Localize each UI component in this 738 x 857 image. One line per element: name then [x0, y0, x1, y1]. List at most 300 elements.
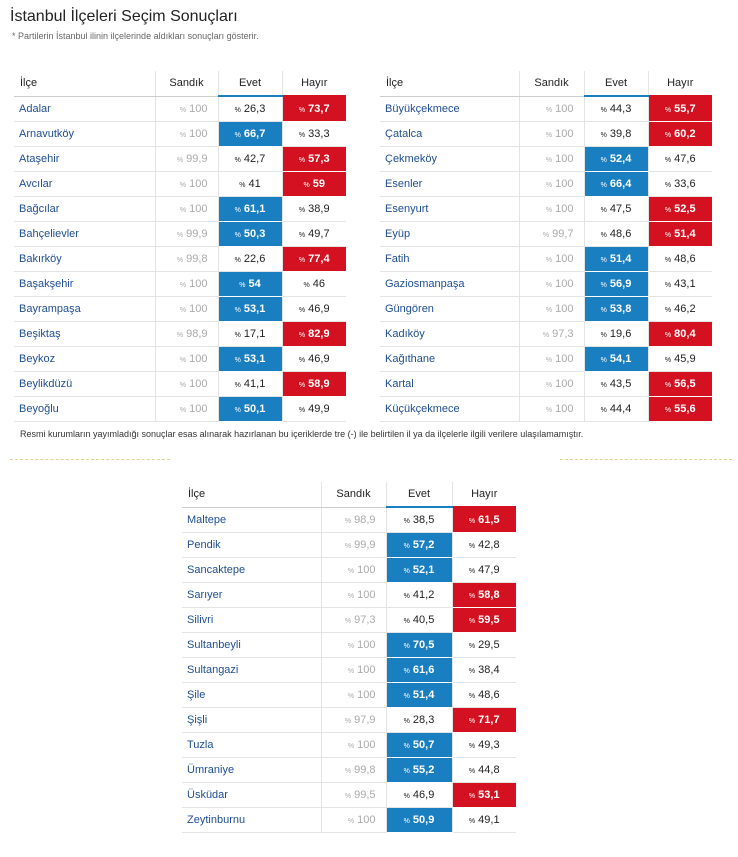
percent-sign: % [234, 232, 241, 239]
evet-cell [584, 122, 648, 147]
district-link[interactable] [182, 633, 321, 658]
percent-sign: % [234, 307, 241, 314]
header-sandik: Sandık [519, 71, 584, 96]
hayir-cell-value: 49,3 [478, 739, 500, 751]
hayir-cell [282, 272, 346, 297]
district-link[interactable] [182, 808, 321, 833]
sandik-cell-value: 100 [555, 253, 574, 265]
evet-cell-value: 17,1 [243, 328, 266, 340]
percent-sign: % [403, 618, 410, 625]
district-link[interactable] [182, 758, 321, 783]
district-link-value: Kartal [385, 378, 414, 390]
hayir-cell [282, 247, 346, 272]
evet-cell-value: 56,9 [609, 278, 632, 290]
evet-cell [386, 683, 452, 708]
percent-sign: % [403, 668, 410, 675]
district-link-value: Beyoğlu [19, 403, 59, 415]
hayir-cell [452, 758, 516, 783]
percent-sign: % [344, 768, 352, 775]
district-link-value: Pendik [187, 539, 221, 551]
district-link[interactable] [380, 372, 519, 397]
sandik-cell [519, 322, 584, 347]
percent-sign: % [179, 407, 187, 414]
hayir-cell-value: 38,9 [308, 203, 330, 215]
district-link-value: Eyüp [385, 228, 411, 240]
table-row [380, 197, 712, 222]
percent-sign: % [403, 768, 410, 775]
hayir-cell-value: 59,5 [478, 614, 500, 626]
sandik-cell [155, 222, 218, 247]
hayir-cell [648, 372, 712, 397]
sandik-cell [321, 507, 386, 533]
percent-sign: % [403, 593, 410, 600]
percent-sign: % [600, 207, 607, 214]
evet-cell [218, 222, 282, 247]
percent-sign: % [664, 357, 672, 364]
evet-cell [218, 122, 282, 147]
header-evet: Evet [584, 71, 648, 96]
district-link[interactable] [14, 122, 155, 147]
results-table-1 [14, 71, 346, 422]
percent-sign: % [347, 818, 355, 825]
sandik-cell [519, 222, 584, 247]
percent-sign: % [600, 182, 607, 189]
table-row [14, 397, 346, 422]
percent-sign: % [600, 107, 607, 114]
percent-sign: % [176, 257, 184, 264]
evet-cell [386, 507, 452, 533]
percent-sign: % [542, 332, 550, 339]
hayir-cell-value: 51,4 [674, 228, 696, 240]
district-link[interactable] [380, 172, 519, 197]
hayir-cell-value: 58,8 [478, 589, 500, 601]
sandik-cell-value: 100 [555, 178, 574, 190]
evet-cell-value: 50,7 [412, 739, 435, 751]
sandik-cell-value: 100 [189, 378, 208, 390]
table-row [380, 297, 712, 322]
percent-sign: % [403, 518, 410, 525]
district-link[interactable] [14, 222, 155, 247]
sandik-cell-value: 99,8 [354, 764, 376, 776]
district-link-value: Esenyurt [385, 203, 429, 215]
table-row [14, 96, 346, 122]
table-row [14, 247, 346, 272]
evet-cell [218, 297, 282, 322]
percent-sign: % [239, 282, 246, 289]
district-link[interactable] [380, 122, 519, 147]
sandik-cell-value: 100 [555, 102, 574, 115]
sandik-cell-value: 98,9 [186, 328, 208, 340]
evet-cell-value: 44,4 [609, 403, 632, 415]
percent-sign: % [298, 107, 306, 114]
evet-cell [386, 608, 452, 633]
district-link[interactable] [380, 197, 519, 222]
district-link[interactable] [14, 372, 155, 397]
results-table-2 [380, 71, 712, 422]
hayir-cell [452, 683, 516, 708]
sandik-cell-value: 100 [555, 153, 574, 165]
district-link-value: Zeytinburnu [187, 814, 246, 826]
percent-sign: % [179, 132, 187, 139]
evet-cell-value: 70,5 [412, 639, 435, 651]
hayir-cell-value: 48,6 [478, 689, 500, 701]
hayir-cell-value: 61,5 [478, 514, 500, 526]
sandik-cell [321, 683, 386, 708]
evet-cell [218, 147, 282, 172]
hayir-cell-value: 29,5 [478, 639, 500, 651]
district-link-value: Bayrampaşa [19, 303, 81, 315]
district-link-value: Sarıyer [187, 589, 223, 601]
district-link[interactable] [380, 147, 519, 172]
percent-sign: % [664, 107, 672, 114]
percent-sign: % [179, 307, 187, 314]
sandik-cell [321, 808, 386, 833]
evet-cell [386, 733, 452, 758]
percent-sign: % [234, 257, 241, 264]
sandik-cell [519, 397, 584, 422]
evet-cell-value: 40,5 [412, 614, 435, 626]
hayir-cell-value: 82,9 [308, 328, 330, 340]
percent-sign: % [344, 517, 352, 525]
district-link-value: Sancaktepe [187, 564, 246, 576]
hayir-cell [648, 247, 712, 272]
table-row [182, 683, 516, 708]
percent-sign: % [179, 207, 187, 214]
district-link[interactable] [14, 96, 155, 122]
percent-sign: % [403, 818, 410, 825]
percent-sign: % [600, 282, 607, 289]
header-ilce: İlçe [14, 71, 155, 96]
percent-sign: % [303, 182, 310, 189]
evet-cell-value: 28,3 [412, 714, 435, 726]
evet-cell-value: 51,4 [609, 253, 632, 265]
percent-sign: % [347, 693, 355, 700]
percent-sign: % [344, 543, 352, 550]
district-link[interactable] [380, 397, 519, 422]
evet-cell-value: 19,6 [609, 328, 632, 340]
sandik-cell [155, 272, 218, 297]
hayir-cell-value: 48,6 [674, 253, 696, 265]
hayir-cell-value: 45,9 [674, 353, 696, 365]
hayir-cell-value: 46,9 [308, 353, 330, 365]
sandik-cell [321, 583, 386, 608]
percent-sign: % [545, 357, 553, 364]
evet-cell-value: 66,4 [609, 178, 632, 190]
percent-sign: % [347, 593, 355, 600]
district-link-value: Tuzla [187, 739, 214, 751]
district-link-value: Silivri [187, 614, 214, 626]
hayir-cell [282, 172, 346, 197]
percent-sign: % [664, 407, 672, 414]
sandik-cell-value: 100 [189, 128, 208, 140]
hayir-cell-value: 73,7 [308, 103, 330, 115]
sandik-cell-value: 100 [189, 303, 208, 315]
hayir-cell-value: 59 [312, 178, 325, 190]
percent-sign: % [545, 407, 553, 414]
hayir-cell-value: 33,3 [308, 128, 330, 140]
evet-cell-value: 54 [248, 278, 261, 290]
district-link-value: Sultangazi [187, 664, 239, 676]
percent-sign: % [545, 157, 553, 164]
percent-sign: % [600, 307, 607, 314]
section-divider [560, 459, 732, 460]
evet-cell [218, 397, 282, 422]
sandik-cell-value: 99,8 [186, 253, 208, 265]
sandik-cell [519, 147, 584, 172]
evet-cell [584, 197, 648, 222]
table-row [182, 708, 516, 733]
evet-cell-value: 47,5 [609, 203, 632, 215]
district-link[interactable] [380, 247, 519, 272]
percent-sign: % [545, 106, 553, 114]
table-row [182, 608, 516, 633]
district-link[interactable] [380, 272, 519, 297]
percent-sign: % [403, 793, 410, 800]
hayir-cell [648, 322, 712, 347]
hayir-cell [452, 507, 516, 533]
percent-sign: % [347, 743, 355, 750]
evet-cell [584, 397, 648, 422]
percent-sign: % [347, 668, 355, 675]
sandik-cell-value: 100 [555, 353, 574, 365]
hayir-cell [452, 708, 516, 733]
percent-sign: % [468, 618, 476, 625]
hayir-cell-value: 43,1 [674, 278, 696, 290]
section-divider [10, 459, 170, 460]
district-link[interactable] [182, 507, 321, 533]
hayir-cell-value: 33,6 [674, 178, 696, 190]
district-link[interactable] [14, 297, 155, 322]
percent-sign: % [298, 257, 306, 264]
hayir-cell-value: 56,5 [674, 378, 696, 390]
evet-cell [218, 372, 282, 397]
sandik-cell-value: 100 [357, 639, 376, 651]
sandik-cell [321, 658, 386, 683]
sandik-cell [519, 172, 584, 197]
percent-sign: % [403, 718, 410, 725]
district-link[interactable] [182, 683, 321, 708]
district-link-value: Bahçelievler [19, 228, 79, 240]
evet-cell [386, 658, 452, 683]
sandik-cell [321, 758, 386, 783]
sandik-cell [155, 96, 218, 122]
percent-sign: % [600, 332, 607, 339]
district-link[interactable] [14, 347, 155, 372]
table-row [380, 222, 712, 247]
hayir-cell [452, 808, 516, 833]
table-row [182, 533, 516, 558]
evet-cell-value: 54,1 [609, 353, 632, 365]
sandik-cell [321, 533, 386, 558]
percent-sign: % [664, 332, 672, 339]
percent-sign: % [468, 718, 476, 725]
table-row [380, 96, 712, 122]
percent-sign: % [234, 407, 241, 414]
sandik-cell [155, 122, 218, 147]
percent-sign: % [664, 132, 672, 139]
page-title: İstanbul İlçeleri Seçim Sonuçları [10, 8, 238, 25]
sandik-cell-value: 100 [189, 178, 208, 190]
hayir-cell [452, 583, 516, 608]
percent-sign: % [600, 382, 607, 389]
percent-sign: % [234, 357, 241, 364]
evet-cell-value: 66,7 [243, 128, 266, 140]
evet-cell [386, 583, 452, 608]
district-link-value: Çekmeköy [385, 153, 437, 165]
sandik-cell [155, 197, 218, 222]
hayir-cell-value: 42,8 [478, 539, 500, 551]
hayir-cell [452, 608, 516, 633]
hayir-cell-value: 58,9 [308, 378, 330, 390]
district-link[interactable] [380, 297, 519, 322]
sandik-cell-value: 100 [357, 689, 376, 701]
table-row [14, 222, 346, 247]
evet-cell [584, 297, 648, 322]
percent-sign: % [664, 207, 672, 214]
table-row [14, 172, 346, 197]
table-row [14, 322, 346, 347]
district-link[interactable] [182, 658, 321, 683]
table-row [182, 733, 516, 758]
hayir-cell [282, 122, 346, 147]
header-hayir: Hayır [282, 71, 346, 96]
hayir-cell [282, 397, 346, 422]
percent-sign: % [664, 257, 672, 264]
percent-sign: % [468, 568, 476, 575]
district-link[interactable] [380, 96, 519, 122]
table-row [14, 297, 346, 322]
district-link[interactable] [380, 347, 519, 372]
table-row [182, 758, 516, 783]
hayir-cell [282, 147, 346, 172]
district-link-value: Gaziosmanpaşa [385, 278, 465, 290]
district-link-value: Çatalca [385, 128, 423, 140]
district-link-value: Adalar [19, 102, 51, 115]
district-link[interactable] [14, 397, 155, 422]
sandik-cell [321, 783, 386, 808]
district-link[interactable] [14, 247, 155, 272]
district-link[interactable] [14, 322, 155, 347]
percent-sign: % [298, 357, 306, 364]
evet-cell-value: 55,2 [412, 764, 435, 776]
percent-sign: % [179, 282, 187, 289]
percent-sign: % [234, 157, 241, 164]
evet-cell-value: 52,4 [609, 153, 632, 165]
table-row [14, 197, 346, 222]
hayir-cell [452, 733, 516, 758]
district-link[interactable] [182, 733, 321, 758]
percent-sign: % [234, 207, 241, 214]
district-link[interactable] [182, 608, 321, 633]
table-row [380, 397, 712, 422]
district-link-value: Beykoz [19, 353, 56, 365]
district-link[interactable] [380, 222, 519, 247]
sandik-cell-value: 100 [189, 102, 208, 115]
sandik-cell [155, 147, 218, 172]
district-link[interactable] [182, 533, 321, 558]
hayir-cell [452, 658, 516, 683]
evet-cell-value: 53,1 [243, 303, 266, 315]
sandik-cell-value: 100 [555, 278, 574, 290]
percent-sign: % [347, 568, 355, 575]
evet-cell [386, 708, 452, 733]
district-link[interactable] [380, 322, 519, 347]
district-link-value: Ümraniye [187, 764, 235, 776]
sandik-cell-value: 100 [555, 378, 574, 390]
table-row [14, 122, 346, 147]
sandik-cell [155, 372, 218, 397]
evet-cell-value: 50,1 [243, 403, 266, 415]
percent-sign: % [468, 543, 476, 550]
percent-sign: % [403, 693, 410, 700]
district-link-value: Bağcılar [19, 203, 60, 215]
district-link-value: Bakırköy [19, 253, 62, 265]
percent-sign: % [545, 182, 553, 189]
district-link[interactable] [14, 197, 155, 222]
district-link[interactable] [182, 558, 321, 583]
percent-sign: % [234, 107, 241, 114]
hayir-cell [648, 147, 712, 172]
hayir-cell [648, 122, 712, 147]
district-link[interactable] [182, 583, 321, 608]
sandik-cell [321, 608, 386, 633]
hayir-cell [648, 347, 712, 372]
district-link[interactable] [14, 272, 155, 297]
evet-cell [584, 372, 648, 397]
sandik-cell [155, 347, 218, 372]
district-link-value: Başakşehir [19, 278, 74, 290]
hayir-cell-value: 47,6 [674, 153, 696, 165]
evet-cell-value: 61,1 [243, 203, 266, 215]
percent-sign: % [664, 382, 672, 389]
evet-cell [386, 633, 452, 658]
percent-sign: % [303, 282, 310, 289]
hayir-cell [282, 297, 346, 322]
percent-sign: % [468, 693, 476, 700]
district-link[interactable] [182, 783, 321, 808]
evet-cell [218, 272, 282, 297]
percent-sign: % [468, 593, 476, 600]
table-row [380, 347, 712, 372]
sandik-cell-value: 100 [357, 739, 376, 751]
percent-sign: % [176, 232, 184, 239]
sandik-cell-value: 98,9 [354, 513, 376, 526]
percent-sign: % [234, 382, 241, 389]
district-link[interactable] [14, 172, 155, 197]
sandik-cell-value: 100 [189, 203, 208, 215]
hayir-cell [452, 783, 516, 808]
evet-cell [584, 347, 648, 372]
hayir-cell-value: 77,4 [308, 253, 330, 265]
hayir-cell [648, 96, 712, 122]
sandik-cell-value: 100 [357, 589, 376, 601]
header-sandik: Sandık [321, 482, 386, 507]
hayir-cell-value: 55,7 [674, 103, 696, 115]
hayir-cell [452, 533, 516, 558]
district-link[interactable] [182, 708, 321, 733]
district-link[interactable] [14, 147, 155, 172]
sandik-cell [321, 558, 386, 583]
evet-cell-value: 46,9 [412, 789, 435, 801]
district-link-value: Arnavutköy [19, 128, 75, 140]
sandik-cell [519, 247, 584, 272]
percent-sign: % [298, 407, 306, 414]
district-link-value: Maltepe [187, 513, 227, 526]
evet-cell-value: 61,6 [412, 664, 435, 676]
sandik-cell-value: 97,3 [354, 614, 376, 626]
district-link-value: Beşiktaş [19, 328, 61, 340]
percent-sign: % [664, 182, 672, 189]
